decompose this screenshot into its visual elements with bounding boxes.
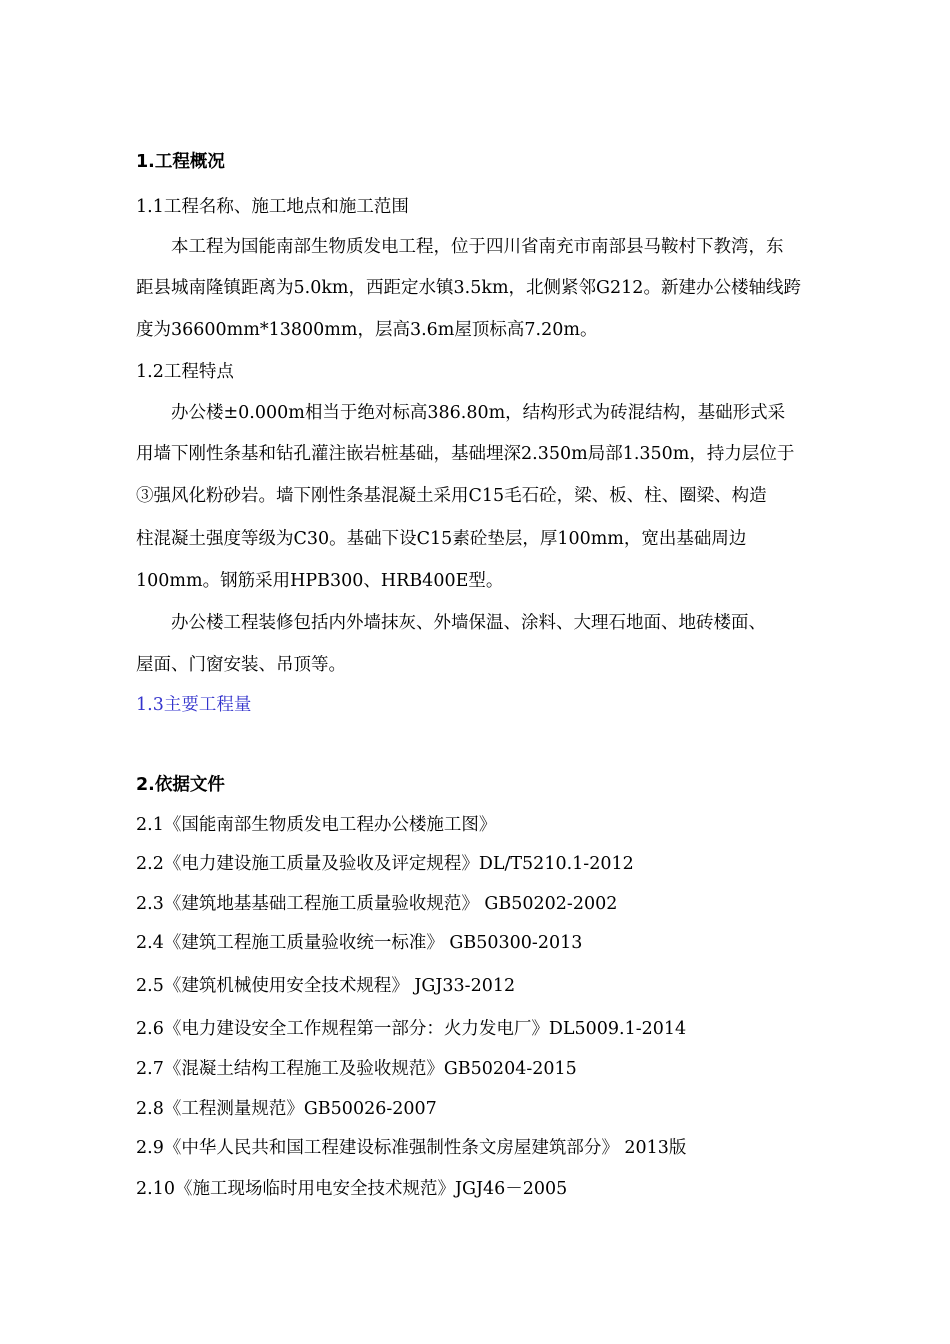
reference-item: 2.7《混凝土结构工程施工及验收规范》GB50204-2015 — [136, 1059, 577, 1079]
reference-item: 2.6《电力建设安全工作规程第一部分：火力发电厂》DL5009.1-2014 — [136, 1019, 687, 1039]
reference-item: 2.3《建筑地基基础工程施工质量验收规范》 GB50202-2002 — [136, 894, 618, 914]
subsection-heading-features: 1.2工程特点 — [136, 362, 234, 382]
paragraph-line: 本工程为国能南部生物质发电工程，位于四川省南充市南部县马鞍村下教湾，东 — [171, 237, 784, 257]
paragraph-line: 办公楼±0.000m相当于绝对标高386.80m，结构形式为砖混结构，基础形式采 — [171, 403, 786, 423]
paragraph-line: 100mm。钢筋采用HPB300、HRB400E型。 — [136, 571, 504, 591]
paragraph-line: 距县城南隆镇距离为5.0km，西距定水镇3.5km，北侧紧邻G212。新建办公楼轴线跨 — [136, 278, 801, 298]
reference-item: 2.5《建筑机械使用安全技术规程》 JGJ33-2012 — [136, 976, 516, 996]
reference-item: 2.9《中华人民共和国工程建设标准强制性条文房屋建筑部分》 2013版 — [136, 1138, 687, 1158]
reference-item: 2.10《施工现场临时用电安全技术规范》JGJ46－2005 — [136, 1179, 568, 1199]
paragraph-line: 办公楼工程装修包括内外墙抹灰、外墙保温、涂料、大理石地面、地砖楼面、 — [171, 613, 766, 633]
paragraph-line: 柱混凝土强度等级为C30。基础下设C15素砼垫层，厚100mm，宽出基础周边 — [136, 529, 747, 549]
subsection-heading-name-location: 1.1工程名称、施工地点和施工范围 — [136, 197, 409, 217]
paragraph-line: 度为36600mm*13800mm，层高3.6m屋顶标高7.20m。 — [136, 320, 598, 340]
section-heading-references: 2.依据文件 — [136, 775, 225, 795]
reference-item: 2.1《国能南部生物质发电工程办公楼施工图》 — [136, 815, 497, 835]
subsection-link-quantities[interactable]: 1.3主要工程量 — [136, 695, 252, 715]
paragraph-line: 屋面、门窗安装、吊顶等。 — [136, 655, 346, 675]
reference-item: 2.2《电力建设施工质量及验收及评定规程》DL/T5210.1-2012 — [136, 854, 634, 874]
section-heading-overview: 1.工程概况 — [136, 152, 225, 172]
reference-item: 2.4《建筑工程施工质量验收统一标准》 GB50300-2013 — [136, 933, 583, 953]
paragraph-line: 用墙下刚性条基和钻孔灌注嵌岩桩基础，基础埋深2.350m局部1.350m，持力层位于 — [136, 444, 795, 464]
paragraph-line: ③强风化粉砂岩。墙下刚性条基混凝土采用C15毛石砼，梁、板、柱、圈梁、构造 — [136, 486, 767, 506]
reference-item: 2.8《工程测量规范》GB50026-2007 — [136, 1099, 437, 1119]
